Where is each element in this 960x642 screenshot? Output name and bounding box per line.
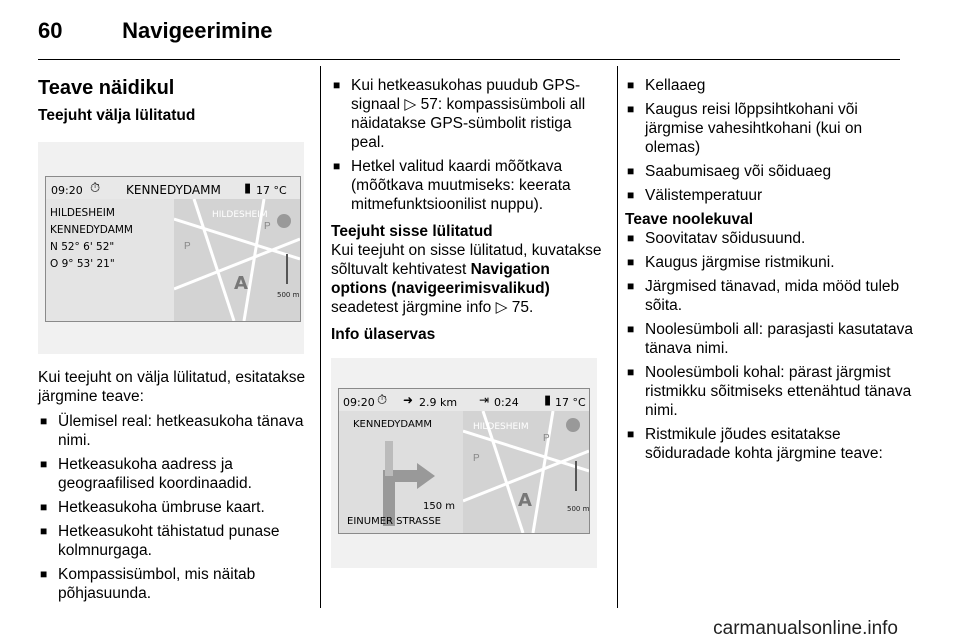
para-bold: Navigation options (navigeerimisvalikud) xyxy=(331,261,550,297)
coordinate-line: O 9° 53' 21" xyxy=(50,258,115,270)
turn-panel xyxy=(339,411,463,533)
list-item: ■ Kaugus reisi lõppsihtkohani või järgmise vahesihtkohani (kui on olemas) xyxy=(625,100,915,157)
list-item: ■ Järgmised tänavad, mida mööd tuleb sõita. xyxy=(625,277,915,315)
map-graphic xyxy=(463,411,589,533)
map-city-label: HILDESHEIM xyxy=(473,422,529,432)
list-item: ■ Ristmikule jõudes esitatakse sõiduradade kohta järgmine teave: xyxy=(625,425,915,463)
top-bar xyxy=(46,177,300,200)
screen-figure-2 xyxy=(331,358,597,568)
thermometer-icon: ▮ xyxy=(244,181,252,196)
list-item: ■ Kellaaeg xyxy=(625,76,915,95)
list-item: ■ Kompassisümbol, mis näitab põhjasuunda. xyxy=(38,565,308,603)
header-rule xyxy=(38,59,900,60)
page-title: Navigeerimine xyxy=(122,18,273,43)
arrival-icon: ⇥ xyxy=(479,393,490,407)
svg-text:P: P xyxy=(543,433,550,444)
compass-icon xyxy=(566,418,580,432)
column-divider-2 xyxy=(617,66,618,608)
guidance-off-icon: ⏱ xyxy=(90,181,101,196)
page-number: 60 xyxy=(38,18,63,43)
temperature: 17 °C xyxy=(555,396,586,409)
subheading-arrow-screen: Teave noolekuval xyxy=(625,211,754,228)
column-divider-1 xyxy=(320,66,321,608)
list-item: ■ Hetkel valitud kaardi mõõtkava (mõõtkava muutmiseks: keerata mitmefunktsioonilist nuppu). xyxy=(331,157,607,214)
map-city-label: HILDESHEIM xyxy=(212,210,268,220)
scale-label: 500 m xyxy=(277,291,300,299)
list-item: ■ Noolesümboli all: parasjasti kasutatava tänava nimi. xyxy=(625,320,915,358)
coordinate-line: N 52° 6' 52" xyxy=(50,241,115,253)
svg-text:P: P xyxy=(184,241,191,252)
column-3 xyxy=(625,76,915,468)
list-item: ■ Hetkeasukoha aadress ja geograafilised koordinaadid. xyxy=(38,455,308,493)
time-display: 09:20 xyxy=(51,184,83,197)
list-item: ■ Kaugus järgmise ristmikuni. xyxy=(625,253,915,272)
list-item: ■ Kui hetkeasukohas puudub GPS-signaal ▷ 57: kompassisümboli all näidatakse GPS-sümbolit ristiga peal. xyxy=(331,76,607,152)
list-item: ■ Noolesümboli kohal: pärast järgmist ristmikku sõitmiseks ettenähtud tänava nimi. xyxy=(625,363,915,420)
list-item: ■ Saabumisaeg või sõiduaeg xyxy=(625,162,915,181)
turn-distance: 150 m xyxy=(422,501,455,512)
list-item: ■ Soovitatav sõidusuund. xyxy=(625,229,915,248)
subheading-guidance-on: Teejuht sisse lülitatud xyxy=(331,223,493,240)
svg-text:P: P xyxy=(473,453,480,464)
list-item: ■ Hetkeasukoht tähistatud punase kolmnurgaga. xyxy=(38,522,308,560)
subheading-guidance-off: Teejuht välja lülitatud xyxy=(38,107,196,124)
guidance-paragraph xyxy=(331,241,607,317)
bullet-list-1 xyxy=(38,412,308,603)
screen-figure-1 xyxy=(38,142,304,354)
page-header xyxy=(38,18,273,44)
bullet-list-2 xyxy=(331,76,607,214)
eta-value: 0:24 xyxy=(494,396,519,409)
subheading-top-info: Info ülaservas xyxy=(331,326,436,343)
watermark: carmanualsonline.info xyxy=(713,618,898,639)
para-text: Kui teejuht on sisse lülitatud, kuvatakse sõltuvalt kehtivatest xyxy=(331,242,602,278)
top-bar xyxy=(339,389,589,412)
svg-text:P: P xyxy=(264,221,271,232)
thermometer-icon: ▮ xyxy=(544,393,552,408)
compass-icon xyxy=(277,214,291,228)
temperature: 17 °C xyxy=(256,184,287,197)
distance-icon: ➜ xyxy=(403,393,414,407)
map-graphic xyxy=(174,199,300,321)
current-street: EINUMER STRASSE xyxy=(347,516,441,527)
time-display: 09:20 xyxy=(343,396,375,409)
svg-text:A: A xyxy=(518,490,532,511)
list-item: ■ Ülemisel real: hetkeasukoha tänava nimi. xyxy=(38,412,308,450)
scale-bar xyxy=(286,254,288,284)
map-area xyxy=(174,199,300,321)
address-line: KENNEDYDAMM xyxy=(50,224,133,236)
street-name: KENNEDYDAMM xyxy=(126,183,221,197)
nav-screen-2 xyxy=(338,388,590,534)
list-item: ■ Hetkeasukoha ümbruse kaart. xyxy=(38,498,308,517)
section-heading: Teave näidikul xyxy=(38,77,175,99)
guidance-on-icon: ⏱ xyxy=(377,393,388,408)
column-1 xyxy=(38,76,308,608)
distance-value: 2.9 km xyxy=(419,396,458,409)
intro-paragraph: Kui teejuht on välja lülitatud, esitatakse järgmine teave: xyxy=(38,369,306,405)
next-street: KENNEDYDAMM xyxy=(353,419,433,430)
list-item: ■ Välistemperatuur xyxy=(625,186,915,205)
map-area xyxy=(463,411,589,533)
scale-label: 500 m xyxy=(567,505,589,513)
bullet-list-4 xyxy=(625,229,915,463)
para-text: seadetest järgmine info ▷ 75. xyxy=(331,299,534,316)
bullet-list-3 xyxy=(625,76,915,205)
address-line: HILDESHEIM xyxy=(50,207,115,219)
svg-text:A: A xyxy=(234,273,248,294)
nav-screen-1 xyxy=(45,176,301,322)
address-panel xyxy=(46,199,174,321)
scale-bar xyxy=(575,461,577,491)
column-2 xyxy=(331,76,607,568)
